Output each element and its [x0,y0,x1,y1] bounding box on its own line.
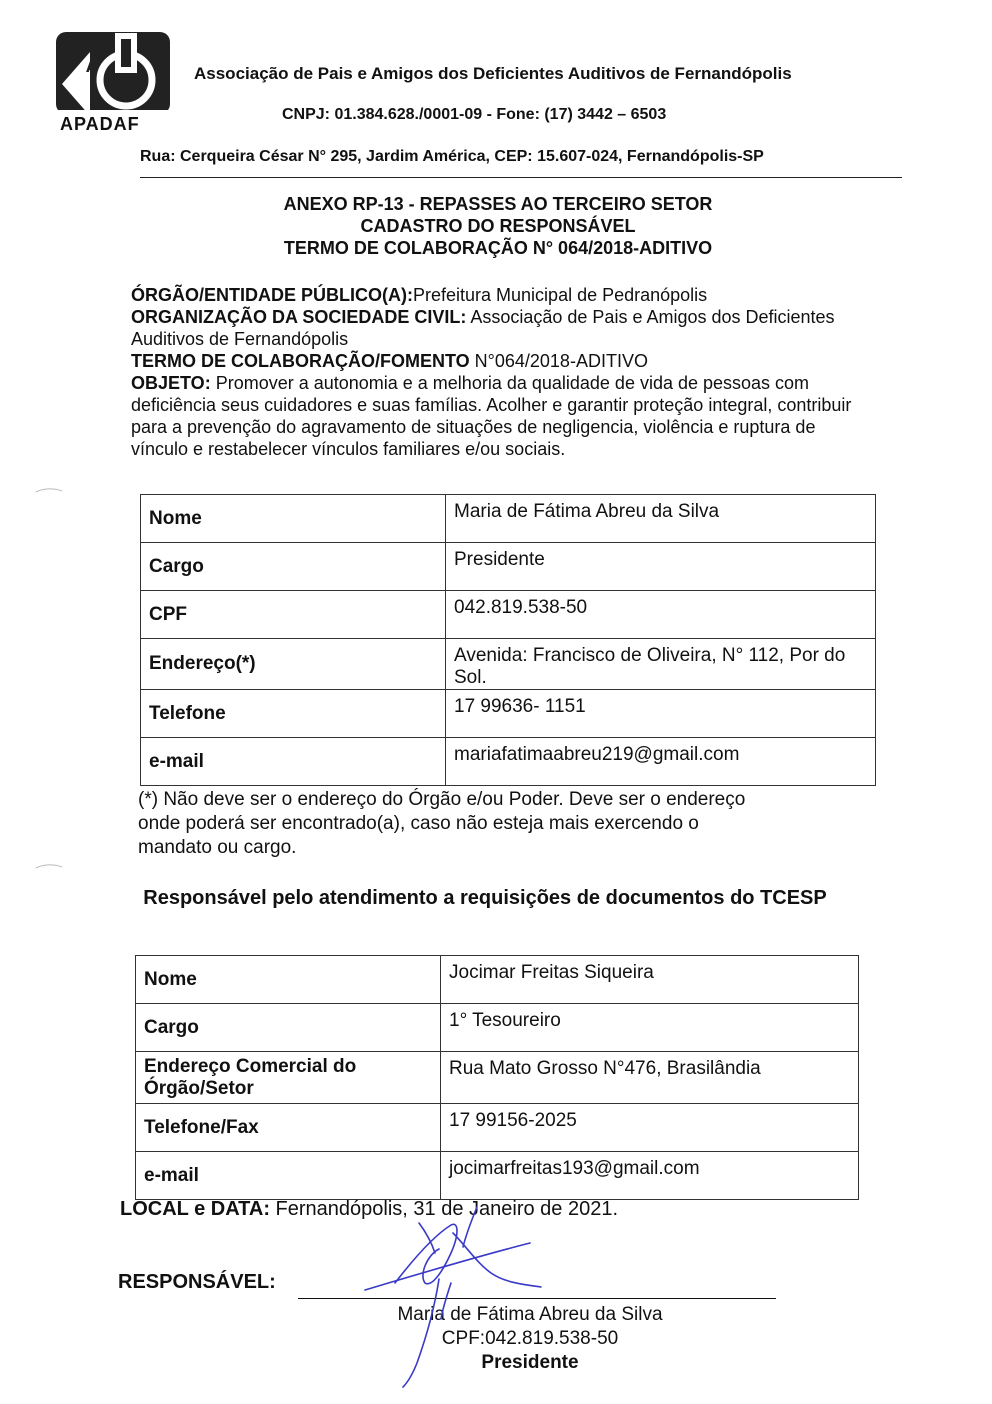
termo-value: N°064/2018-ADITIVO [469,351,648,371]
responsavel-label: RESPONSÁVEL: [118,1271,276,1293]
table-row [141,738,876,786]
row-label: Endereço Comercial do Órgão/Setor [136,1052,441,1104]
local-date-value: Fernandópolis, 31 de Janeiro de 2021. [270,1198,619,1220]
row-value: mariafatimaabreu219@gmail.com [446,738,876,786]
signer-cpf: CPF:042.819.538-50 [441,1328,619,1349]
document-titles [140,193,856,259]
table-row [141,591,876,639]
termo-label: TERMO DE COLABORAÇÃO/FOMENTO [131,351,470,371]
organization-cnpj-phone: CNPJ: 01.384.628./0001-09 - Fone: (17) 3442 – 6503 [282,106,667,123]
row-value: 042.819.538-50 [446,591,876,639]
row-value: 17 99636- 1151 [446,690,876,738]
table-row [141,639,876,690]
table-row [141,543,876,591]
local-date-label: LOCAL e DATA: [120,1198,270,1220]
row-label: Nome [141,495,446,543]
table-row [136,1104,859,1152]
signer-block [330,1303,730,1375]
orgao-value: Prefeitura Municipal de Pedranópolis [413,285,708,305]
logo-wordmark: APADAF [60,114,140,134]
tcesp-contact-table [135,955,859,1200]
row-value: Jocimar Freitas Siqueira [441,956,859,1004]
table-row [136,1152,859,1200]
row-value: 1° Tesoureiro [441,1004,859,1052]
row-value: Presidente [446,543,876,591]
objeto-label: OBJETO: [131,373,211,393]
responsible-table [140,494,876,786]
svg-text:A: A [86,60,97,76]
address-footnote: (*) Não deve ser o endereço do Órgão e/ou Poder. Deve ser o endereço onde poderá ser encontrado(a), caso não esteja mais exercendo o mandato ou cargo. [138,789,746,858]
title-line-3: TERMO DE COLABORAÇÃO N° 064/2018-ADITIVO [283,238,713,258]
agreement-info [131,284,871,460]
row-label: Endereço(*) [141,639,446,690]
section-title-tcesp: Responsável pelo atendimento a requisições de documentos do TCESP [143,887,827,909]
osc-value: Associação de Pais e Amigos dos Deficientes Auditivos de Fernandópolis [131,307,835,349]
row-label: Nome [136,956,441,1004]
row-value: jocimarfreitas193@gmail.com [441,1152,859,1200]
table-row [141,690,876,738]
row-value: Avenida: Francisco de Oliveira, N° 112, Por do Sol. [446,639,876,690]
scan-edge-mark [34,862,64,872]
table-row [141,495,876,543]
row-label: e-mail [141,738,446,786]
row-label: CPF [141,591,446,639]
title-line-2: CADASTRO DO RESPONSÁVEL [360,216,636,236]
signature-line [298,1298,776,1299]
row-label: Telefone/Fax [136,1104,441,1152]
row-label: e-mail [136,1152,441,1200]
scan-edge-mark [34,486,64,496]
row-label: Cargo [136,1004,441,1052]
header-divider [140,177,902,178]
signer-name: Maria de Fátima Abreu da Silva [397,1304,663,1325]
osc-label: ORGANIZAÇÃO DA SOCIEDADE CIVIL: [131,307,467,327]
signer-role: Presidente [481,1352,579,1373]
organization-name: Associação de Pais e Amigos dos Deficientes Auditivos de Fernandópolis [194,64,792,83]
row-value: Rua Mato Grosso N°476, Brasilândia [441,1052,859,1104]
table-row [136,956,859,1004]
title-line-1: ANEXO RP-13 - REPASSES AO TERCEIRO SETOR [283,194,713,214]
orgao-label: ÓRGÃO/ENTIDADE PÚBLICO(A): [131,285,413,305]
row-label: Telefone [141,690,446,738]
table-row [136,1004,859,1052]
organization-address: Rua: Cerqueira César N° 295, Jardim América, CEP: 15.607-024, Fernandópolis-SP [140,148,764,165]
row-label: Cargo [141,543,446,591]
objeto-value: Promover a autonomia e a melhoria da qualidade de vida de pessoas com deficiência seus cuidadores e suas famílias. Acolher e garantir proteção integral, contribuir para a prevenção do agravamento de situações de negligencia, violência e ruptura de vínculo e restabelecer vínculos familiares e/ou sociais. [131,373,852,459]
table-row [136,1052,859,1104]
row-value: 17 99156-2025 [441,1104,859,1152]
local-date [120,1198,618,1221]
row-value: Maria de Fátima Abreu da Silva [446,495,876,543]
